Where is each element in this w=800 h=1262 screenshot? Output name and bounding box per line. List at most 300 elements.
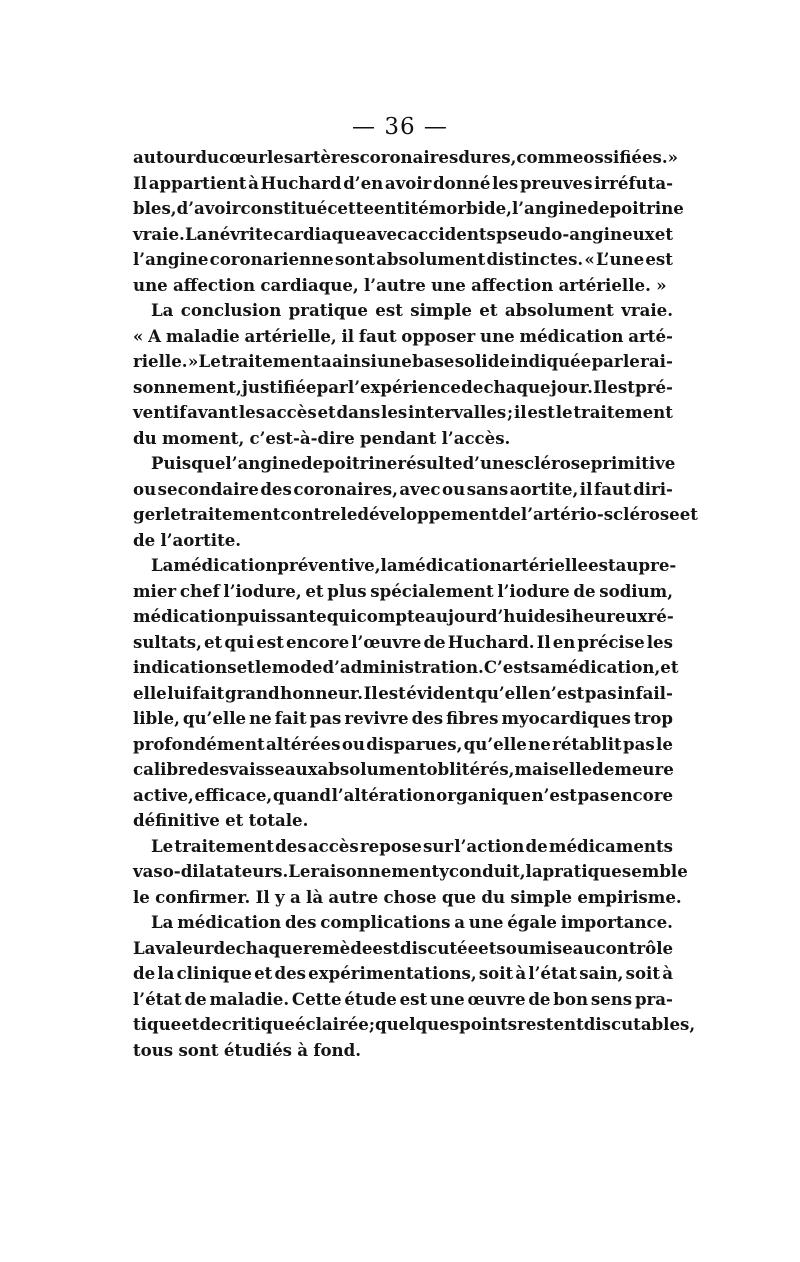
word: rielle. <box>133 351 188 371</box>
word: avec <box>399 478 441 499</box>
word: aujourd’hui <box>425 606 534 626</box>
word: entité <box>373 198 429 218</box>
word: sain, <box>579 963 624 983</box>
word: développement <box>357 504 499 524</box>
word: et <box>479 300 498 320</box>
word: y <box>439 861 449 881</box>
word: coronarienne <box>209 249 334 269</box>
word: sans <box>466 478 509 499</box>
word: de <box>213 937 236 958</box>
word: intervalles <box>408 402 507 422</box>
word: aortite, <box>509 478 579 499</box>
word: une <box>431 274 466 295</box>
word: cette <box>327 198 374 218</box>
word: irréfuta- <box>594 172 673 193</box>
word: est <box>527 402 555 422</box>
word: primitive <box>590 453 676 473</box>
word: pas <box>309 708 342 728</box>
word: vraie. <box>621 300 673 320</box>
word: d’administration. <box>322 657 484 677</box>
word: demeure <box>592 759 674 779</box>
word: points <box>459 1014 518 1034</box>
word: des <box>260 478 292 499</box>
word: clinique <box>176 963 252 983</box>
word: l’autre <box>363 274 426 295</box>
body-text <box>133 145 698 1063</box>
word: l’angine <box>225 453 301 473</box>
word: est <box>399 988 428 1009</box>
word: et <box>225 810 244 830</box>
word: ou <box>341 733 365 754</box>
word: de <box>133 963 156 983</box>
word: ré- <box>647 606 674 626</box>
word: raisonnement <box>310 861 440 881</box>
word: A <box>148 325 162 346</box>
text-line <box>133 630 673 656</box>
word: oblitérés, <box>426 759 515 779</box>
word: calibre <box>133 759 198 779</box>
word: l’accès. <box>441 427 511 448</box>
word: une <box>480 325 515 346</box>
word: d’en <box>343 172 384 193</box>
word: fibres <box>446 708 499 728</box>
word: il <box>579 478 593 499</box>
word: traitement <box>221 351 321 371</box>
text-line <box>133 426 673 452</box>
word: dures, <box>458 147 517 167</box>
word: au <box>615 555 639 575</box>
word: cœur <box>219 147 267 167</box>
word: pendant <box>360 427 437 448</box>
word: Il <box>593 376 608 397</box>
text-line <box>133 222 673 248</box>
word: médicaments <box>548 835 673 856</box>
word: des <box>274 963 306 983</box>
word: a <box>454 912 465 932</box>
word: est <box>588 555 616 575</box>
word: le <box>622 351 640 371</box>
word: est <box>256 631 284 652</box>
word: si <box>555 606 572 626</box>
word: ger <box>133 504 164 524</box>
word: ; <box>507 402 514 422</box>
word: est <box>372 937 400 958</box>
text-line <box>133 961 673 987</box>
word: et <box>478 937 497 958</box>
word: l’action <box>454 835 525 856</box>
word: une <box>377 351 412 371</box>
word: accès <box>307 835 359 856</box>
word: pas <box>623 733 655 754</box>
word: sur <box>422 835 454 856</box>
text-line <box>133 400 673 426</box>
word: avec <box>366 223 408 244</box>
word: le <box>133 886 150 907</box>
word: chose <box>383 886 437 907</box>
word: Il <box>363 682 378 703</box>
word: a <box>289 886 301 907</box>
word: est <box>378 682 406 703</box>
word: le <box>555 402 573 422</box>
word: solide <box>454 351 510 371</box>
word: de <box>184 988 207 1009</box>
word: secondaire <box>157 478 259 499</box>
text-line <box>133 706 673 732</box>
word: bles, <box>133 198 177 218</box>
word: pre- <box>638 555 677 575</box>
word: mier <box>133 580 177 601</box>
word: honneur. <box>280 682 364 703</box>
word: l’iodure, <box>223 580 302 601</box>
text-line <box>133 910 673 936</box>
word: « <box>584 249 595 269</box>
word: Il <box>536 631 551 652</box>
word: les <box>646 631 673 652</box>
word: vraie. <box>133 223 185 244</box>
word: étude <box>344 988 397 1009</box>
word: distinctes. <box>486 249 584 269</box>
text-line <box>133 834 673 860</box>
word: critique <box>221 1014 295 1034</box>
word: et <box>679 504 698 524</box>
word: coronaires <box>359 147 459 167</box>
word: l’angine <box>511 198 588 218</box>
word: éclairée <box>294 1014 369 1034</box>
text-line <box>133 808 673 834</box>
word: mode <box>271 657 323 677</box>
word: contre <box>280 504 341 524</box>
word: artérielle, <box>244 325 337 346</box>
word: Le <box>151 835 174 856</box>
word: par <box>591 351 623 371</box>
word: cardiaque, <box>260 274 359 295</box>
word: affection <box>172 274 256 295</box>
word: à <box>297 1039 309 1060</box>
text-line <box>133 655 679 681</box>
word: Le <box>288 861 311 881</box>
word: précise <box>577 631 645 652</box>
word: jour. <box>550 376 593 397</box>
word: L’une <box>595 249 645 269</box>
word: lui <box>167 682 192 703</box>
text-line <box>133 783 673 809</box>
word: à <box>515 963 527 983</box>
word: et <box>181 1014 200 1034</box>
word: médication <box>397 555 502 575</box>
word: Puisque <box>151 453 226 473</box>
word: remède <box>302 937 373 958</box>
word: l’altération <box>331 784 436 805</box>
word: traitement <box>573 402 673 422</box>
word: infail- <box>617 682 673 703</box>
word: l’angine <box>133 249 209 269</box>
word: l’œuvre <box>351 631 422 652</box>
word: sens <box>590 988 633 1009</box>
word: au <box>572 937 596 958</box>
word: encore <box>286 631 350 652</box>
word: qui <box>326 606 357 626</box>
word: qu’elle <box>475 682 539 703</box>
word: autre <box>328 886 379 907</box>
word: y <box>275 886 285 907</box>
word: ou <box>133 478 157 499</box>
word: et <box>305 580 324 601</box>
word: sa <box>530 657 551 677</box>
word: trop <box>633 708 673 728</box>
word: autour <box>133 147 196 167</box>
word: l’état <box>133 988 182 1009</box>
text-line <box>133 247 673 273</box>
word: et <box>254 963 273 983</box>
word: et <box>660 657 679 677</box>
word: valeur <box>155 937 214 958</box>
word: la <box>525 861 543 881</box>
word: appartient <box>148 172 247 193</box>
word: pré- <box>635 376 673 397</box>
word: absolument <box>317 759 427 779</box>
word: sclérose <box>514 453 591 473</box>
word: sont <box>334 249 376 269</box>
word: donné <box>433 172 491 193</box>
word: faut <box>593 478 632 499</box>
word: fait <box>274 708 307 728</box>
word: maladie. <box>209 988 290 1009</box>
word: que <box>441 886 477 907</box>
word: par <box>316 376 348 397</box>
word: de <box>300 453 324 473</box>
word: sont <box>178 1039 219 1060</box>
word: moment, <box>161 427 245 448</box>
word: pra- <box>634 988 673 1009</box>
word: elle <box>558 759 593 779</box>
word: preuves <box>519 172 593 193</box>
word: spécialement <box>370 580 494 601</box>
word: qu’elle <box>182 708 247 728</box>
text-line <box>133 987 673 1013</box>
word: l’aortite. <box>160 529 242 550</box>
word: opposer <box>401 325 476 346</box>
word: affection <box>471 274 554 295</box>
word: complications <box>320 912 451 932</box>
word: ; <box>368 1014 375 1034</box>
word: les <box>381 402 408 422</box>
word: a <box>320 351 332 371</box>
word: la <box>157 963 175 983</box>
text-line <box>133 375 673 401</box>
word: indiquée <box>510 351 592 371</box>
text-line <box>133 681 673 707</box>
word: tique <box>133 1014 182 1034</box>
word: pas <box>577 784 610 805</box>
word: comme <box>516 147 584 167</box>
word: de <box>461 376 484 397</box>
word: poitrine <box>323 453 398 473</box>
word: du <box>195 147 220 167</box>
word: de <box>133 529 156 550</box>
word: fait <box>192 682 225 703</box>
word: artères <box>293 147 360 167</box>
word: totale. <box>248 810 309 830</box>
word: heureux <box>571 606 648 626</box>
word: le <box>340 504 358 524</box>
text-line <box>133 1038 673 1064</box>
word: quand <box>272 784 331 805</box>
word: La <box>151 555 174 575</box>
word: soit <box>478 963 514 983</box>
word: pas <box>584 682 617 703</box>
word: conduit, <box>448 861 526 881</box>
word: constitué <box>240 198 328 218</box>
word: contrôle <box>595 937 674 958</box>
word: médication <box>133 606 237 626</box>
word: le <box>656 733 673 754</box>
text-line <box>133 528 673 554</box>
word: maladie <box>165 325 240 346</box>
word: organique <box>436 784 531 805</box>
word: expérimentations, <box>308 963 477 983</box>
text-line <box>133 145 679 171</box>
word: restent <box>517 1014 584 1034</box>
word: médication <box>519 325 624 346</box>
word: mais <box>514 759 559 779</box>
word: et <box>204 631 223 652</box>
word: ou <box>442 478 466 499</box>
word: dans <box>336 402 381 422</box>
word: du <box>481 886 506 907</box>
text-line <box>133 553 677 579</box>
word: Cette <box>291 988 342 1009</box>
word: base <box>412 351 455 371</box>
word: La <box>151 300 174 320</box>
word: chaque <box>483 376 551 397</box>
word: chaque <box>235 937 303 958</box>
word: absolument <box>376 249 486 269</box>
word: accès <box>265 402 317 422</box>
text-line <box>133 757 673 783</box>
word: Le <box>198 351 221 371</box>
word: Il <box>133 172 148 193</box>
word: vaso-dilatateurs. <box>133 861 289 881</box>
word: n’est <box>531 784 577 805</box>
word: ossifiées. <box>583 147 668 167</box>
word: et <box>236 657 255 677</box>
word: des <box>197 759 229 779</box>
word: traitement <box>174 835 274 856</box>
text-line <box>133 349 673 375</box>
word: avoir <box>384 172 432 193</box>
word: une <box>429 988 465 1009</box>
word: de <box>199 1014 222 1034</box>
word: chef <box>179 580 220 601</box>
word: fond. <box>313 1039 361 1060</box>
text-line <box>133 196 684 222</box>
word: plus <box>327 580 367 601</box>
word: Huchard. <box>447 631 535 652</box>
text-line <box>133 171 673 197</box>
word: coronaires, <box>293 478 398 499</box>
word: pratique <box>542 861 622 881</box>
text-line <box>133 604 673 630</box>
word: sultats, <box>133 631 202 652</box>
word: La <box>185 223 208 244</box>
word: disparues, <box>366 733 463 754</box>
text-line <box>133 477 673 503</box>
word: de <box>528 988 551 1009</box>
word: avant <box>187 402 239 422</box>
word: altérées <box>266 733 341 754</box>
word: simple <box>510 886 573 907</box>
word: tous <box>133 1039 174 1060</box>
word: compte <box>356 606 426 626</box>
word: névrite <box>207 223 274 244</box>
word: il <box>341 325 355 346</box>
word: de <box>423 631 446 652</box>
word: indications <box>133 657 237 677</box>
word: repose <box>359 835 422 856</box>
word: préventive, <box>277 555 381 575</box>
word: définitive <box>133 810 220 830</box>
word: pseudo-angineux <box>496 223 655 244</box>
word: lible, <box>133 708 180 728</box>
word: elle <box>133 682 167 703</box>
word: ne <box>249 708 272 728</box>
word: encore <box>609 784 673 805</box>
text-line <box>133 502 698 528</box>
word: est <box>645 249 673 269</box>
word: La <box>151 912 174 932</box>
word: confirmer. <box>155 886 251 907</box>
word: « <box>133 325 144 346</box>
word: rai- <box>640 351 673 371</box>
text-line <box>133 859 688 885</box>
word: les <box>492 172 519 193</box>
word: les <box>267 147 294 167</box>
word: des <box>275 835 307 856</box>
word: étudiés <box>223 1039 292 1060</box>
word: diri- <box>633 478 673 499</box>
word: efficace, <box>194 784 273 805</box>
word: artérielle. <box>558 274 651 295</box>
word: » <box>187 351 199 371</box>
page-number: — 36 — <box>352 114 448 140</box>
word: sonnement, <box>133 376 242 397</box>
word: à <box>662 963 673 983</box>
word: d’avoir <box>176 198 241 218</box>
word: des <box>411 708 444 728</box>
word: résulte <box>397 453 463 473</box>
word: médication <box>177 912 282 932</box>
word: le <box>163 504 181 524</box>
word: C’est <box>483 657 531 677</box>
word: d’une <box>462 453 515 473</box>
word: à <box>248 172 259 193</box>
word: c’est-à-dire <box>249 427 355 448</box>
word: la <box>380 555 398 575</box>
word: traitement <box>180 504 281 524</box>
word: arté- <box>628 325 673 346</box>
word: discutables, <box>583 1014 696 1034</box>
word: ne <box>528 733 551 754</box>
word: en <box>552 631 576 652</box>
word: le <box>254 657 272 677</box>
word: de <box>587 198 610 218</box>
word: Il <box>255 886 270 907</box>
word: vaisseaux <box>228 759 318 779</box>
word: discutée <box>399 937 479 958</box>
word: myocardiques <box>501 708 631 728</box>
word: importance. <box>560 912 673 932</box>
word: » <box>667 147 679 167</box>
